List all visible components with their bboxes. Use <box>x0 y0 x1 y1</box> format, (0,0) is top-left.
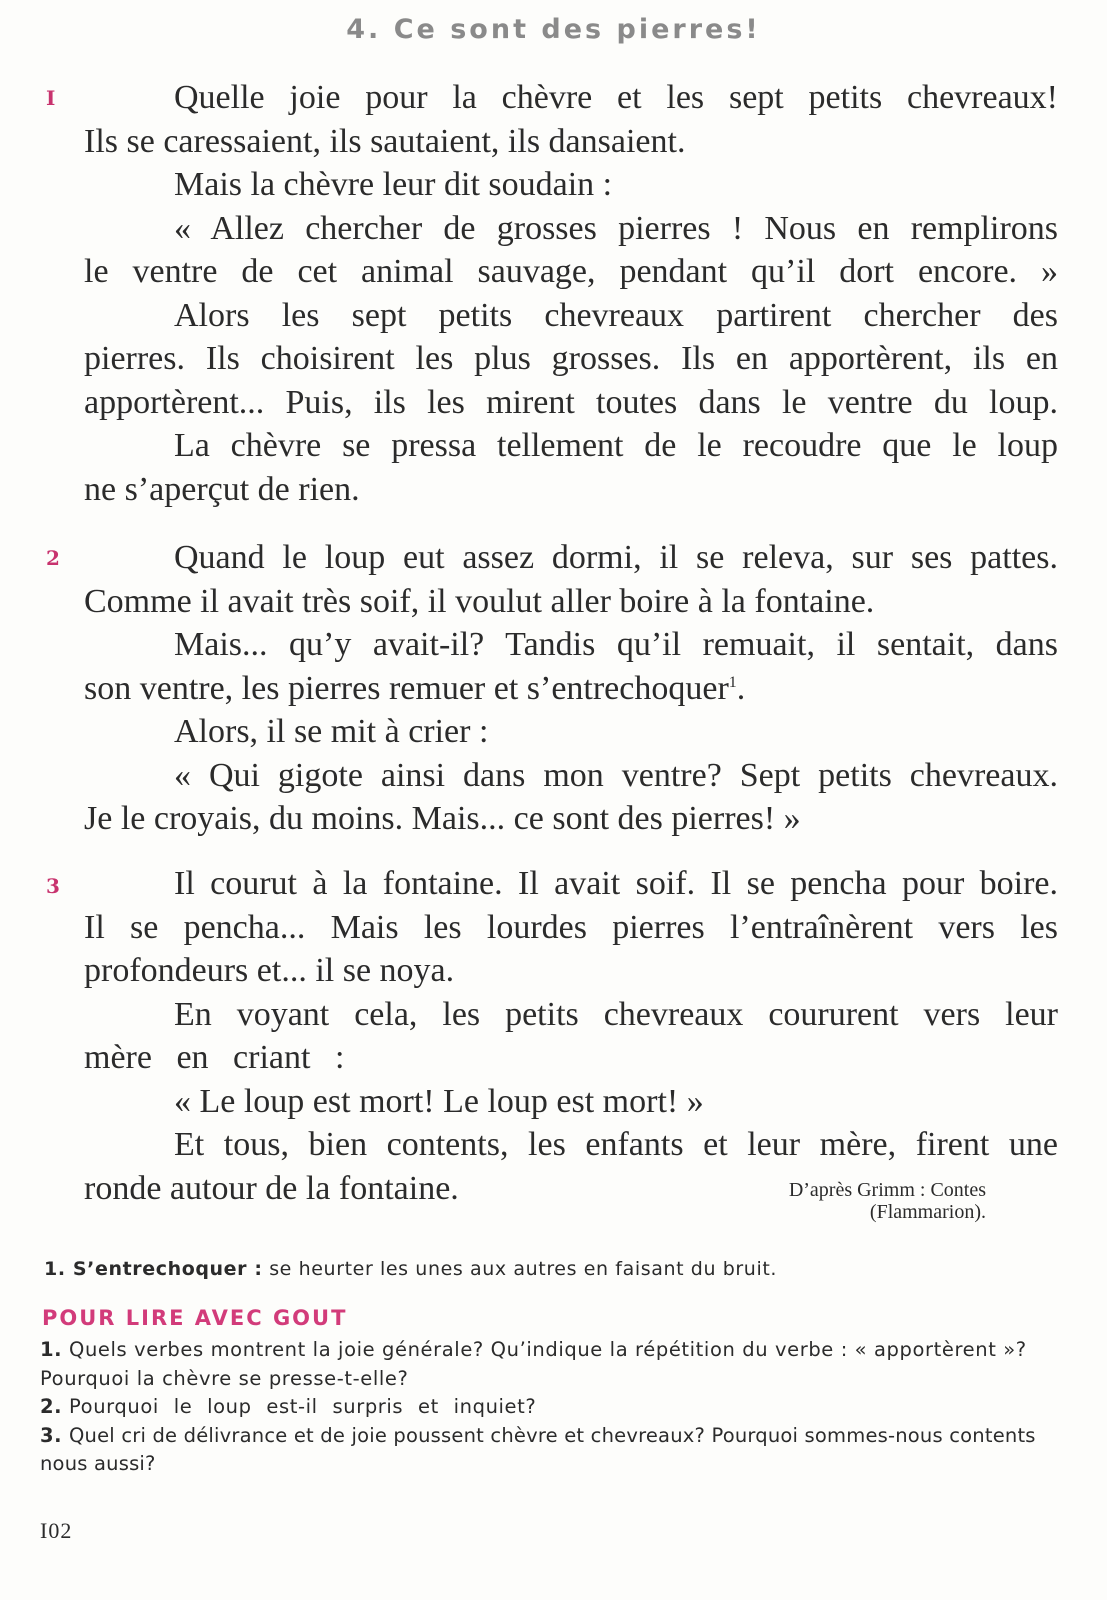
text-line: « Allez chercher de grosses pierres ! Nous en remplirons <box>174 209 1058 247</box>
text-line: Mais... qu’y avait-il? Tandis qu’il remuait, il sentait, dans <box>174 626 1058 663</box>
text-line: Alors, il se mit à crier : <box>174 713 489 750</box>
paragraph-3 <box>46 862 1058 1223</box>
text-line: Quelle joie pour la chèvre et les sept petits chevreaux! <box>174 79 1058 116</box>
text-line: apportèrent... Puis, ils les mirent toutes dans le ventre du loup. <box>84 383 1058 421</box>
text-line: Et tous, bien contents, les enfants et leur mère, firent une <box>174 1126 1058 1163</box>
text-line: « Qui gigote ainsi dans mon ventre? Sept petits chevreaux. <box>174 756 1058 794</box>
text-line: le ventre de cet animal sauvage, pendant qu’il dort encore. » <box>84 253 1058 290</box>
text-line: Comme il avait très soif, il voulut aller boire à la fontaine. <box>84 582 875 620</box>
footnote-definition: se heurter les unes aux autres en faisant du bruit. <box>269 1258 778 1280</box>
text-line: Il courut à la fontaine. Il avait soif. Il se pencha pour boire. <box>174 865 1058 902</box>
text-line: profondeurs et... il se noya. <box>84 952 455 989</box>
text-line: mère en criant : <box>84 1039 345 1076</box>
question-number: 2. <box>40 1395 63 1418</box>
paragraph-marker: 3 <box>46 874 60 898</box>
text-line: ne s’aperçut de rien. <box>84 470 360 508</box>
question-item <box>40 1393 1050 1422</box>
paragraph-1 <box>46 76 1058 511</box>
footnote-term: 1. S’entrechoquer : <box>44 1258 263 1280</box>
question-text: Pourquoi le loup est-il surpris et inquiet? <box>69 1395 537 1418</box>
paragraph-2 <box>46 536 1058 841</box>
question-number: 3. <box>40 1423 63 1447</box>
questions-list <box>40 1336 1050 1479</box>
text-line: Mais la chèvre leur dit soudain : <box>174 166 613 203</box>
source-attribution <box>789 1179 986 1223</box>
line-text: son ventre, les pierres remuer et s’entrechoquer <box>84 669 729 707</box>
text-line <box>84 667 1058 711</box>
text-line: En voyant cela, les petits chevreaux coururent vers leur <box>174 995 1058 1033</box>
question-number: 1. <box>40 1338 63 1361</box>
line-punct: . <box>736 669 746 707</box>
text-line: ronde autour de la fontaine. <box>84 1169 459 1207</box>
question-text: Quels verbes montrent la joie générale? Qu’indique la répétition du verbe : « apportèrent »? Pourquoi la chèvre se presse-t-elle? <box>40 1338 1027 1390</box>
final-line-with-source <box>84 1167 1058 1223</box>
text-line: « Le loup est mort! Le loup est mort! » <box>174 1082 704 1120</box>
footnote <box>44 1258 1064 1280</box>
attribution-author: D’après Grimm : Contes <box>788 1178 986 1201</box>
text-line: Je le croyais, du moins. Mais... ce sont des pierres! » <box>84 800 801 837</box>
text-line: pierres. Ils choisirent les plus grosses. Ils en apportèrent, ils en <box>84 340 1058 377</box>
text-line: La chèvre se pressa tellement de le recoudre que le loup <box>174 427 1058 464</box>
text-line: Quand le loup eut assez dormi, il se releva, sur ses pattes. <box>174 539 1058 576</box>
footnote-ref: 1 <box>728 673 737 691</box>
text-line: Alors les sept petits chevreaux partirent chercher des <box>174 296 1058 334</box>
section-heading: POUR LIRE AVEC GOUT <box>42 1306 348 1330</box>
page-number: I02 <box>40 1518 73 1543</box>
question-text: Quel cri de délivrance et de joie poussent chèvre et chevreaux? Pourquoi sommes-nous contents nous aussi? <box>40 1423 1036 1475</box>
paragraph-marker: 2 <box>46 546 60 570</box>
paragraph-marker: I <box>46 86 56 110</box>
text-line: Ils se caressaient, ils sautaient, ils dansaient. <box>84 122 686 160</box>
attribution-publisher: (Flammarion). <box>869 1200 986 1223</box>
chapter-title: 4. Ce sont des pierres! <box>346 14 761 45</box>
text-line: Il se pencha... Mais les lourdes pierres l’entraînèrent vers les <box>84 908 1058 946</box>
question-item <box>40 1336 1050 1393</box>
question-item <box>40 1422 1050 1479</box>
